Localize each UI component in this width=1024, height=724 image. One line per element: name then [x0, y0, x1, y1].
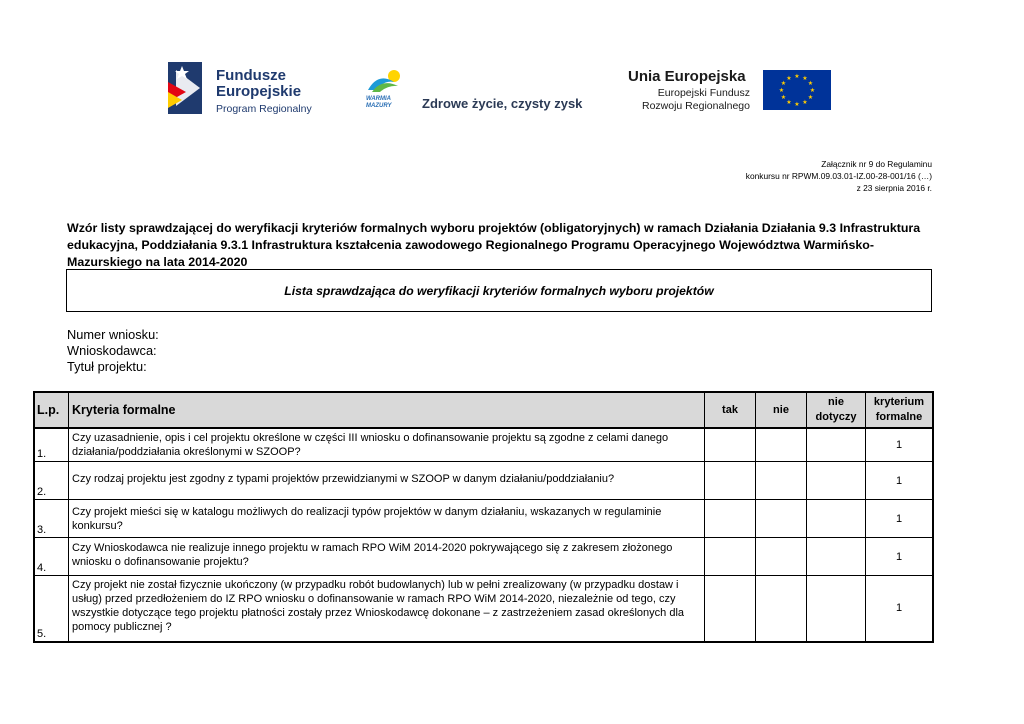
- ue-line2: Europejski Fundusz: [657, 87, 750, 99]
- header-tak: tak: [705, 392, 756, 428]
- svg-text:★: ★: [807, 94, 814, 101]
- row-tak-cell[interactable]: [705, 428, 756, 462]
- row-nie-cell[interactable]: [756, 500, 807, 538]
- row-tak-cell[interactable]: [705, 538, 756, 576]
- row-lp: 3.: [34, 500, 69, 538]
- row-nie-cell[interactable]: [756, 538, 807, 576]
- warmia-mazury-icon: [364, 68, 408, 96]
- list-title-box: [66, 269, 932, 312]
- svg-text:★: ★: [802, 99, 808, 106]
- svg-text:★: ★: [786, 75, 792, 82]
- row-criterion: Czy projekt mieści się w katalogu możliwych do realizacji typów projektów w danym działaniu, wskazanych w regulaminie konkursu?: [69, 500, 705, 538]
- row-kryterium-value: 1: [866, 576, 934, 642]
- fe-line3: Program Regionalny: [216, 103, 312, 115]
- wm-small-text: [366, 96, 392, 110]
- wm-small1: WARMIA: [366, 96, 391, 102]
- header-nie-dotyczy: [807, 392, 866, 428]
- row-tak-cell[interactable]: [705, 500, 756, 538]
- warmia-mazury-logo: [364, 68, 604, 118]
- svg-text:★: ★: [802, 75, 808, 82]
- row-lp: 1.: [34, 428, 69, 462]
- header-kryterium-formalne: [866, 392, 934, 428]
- row-kryterium-value: 1: [866, 462, 934, 500]
- svg-text:★: ★: [807, 80, 814, 87]
- row-nie-cell[interactable]: [756, 462, 807, 500]
- header-kf-line2: formalne: [875, 411, 923, 423]
- row-kryterium-value: 1: [866, 428, 934, 462]
- row-nie-cell[interactable]: [756, 428, 807, 462]
- document-title: Wzór listy sprawdzającej do weryfikacji kryteriów formalnych wyboru projektów (obligatoryjnych) w ramach Działania Działania 9.3 Infrastruktura edukacyjna, Poddziałania 9.3.1 Infrastruktura kształcenia zawodowego Regionalnego Programu Operacyjnego Województwa Warmińsko-Mazurskiego na lata 2014-2020: [67, 221, 921, 269]
- header-nie: nie: [756, 392, 807, 428]
- table-row: [34, 500, 933, 538]
- svg-text:★: ★: [794, 73, 800, 80]
- eu-flag-icon: [763, 70, 831, 110]
- row-criterion: Czy rodzaj projektu jest zgodny z typami projektów przewidzianymi w SZOOP w danym działaniu/poddziałaniu?: [69, 462, 705, 500]
- row-criterion: Czy Wnioskodawca nie realizuje innego projektu w ramach RPO WiM 2014-2020 pokrywającego się z zakresem złożonego wniosku o dofinansowanie projektu?: [69, 538, 705, 576]
- row-criterion: Czy projekt nie został fizycznie ukończony (w przypadku robót budowlanych) lub w pełni zrealizowany (w przypadku dostaw i usług) przed przedłożeniem do IZ RPO wniosku o dofinansowanie w ramach RPO WiM 2014-2020, niezależnie od tego, czy wszystkie dotyczące tego projektu płatności zostały przez Wnioskodawcę dokonane – z zastrzeżeniem zasad określonych dla pomocy publicznej ?: [69, 576, 705, 642]
- row-nie-cell[interactable]: [756, 576, 807, 642]
- fe-logo-text: [216, 68, 312, 115]
- row-criterion: Czy uzasadnienie, opis i cel projektu określone w części III wniosku o dofinansowanie projektu są zgodne z celami danego działania/poddziałania określonymi w SZOOP?: [69, 428, 705, 462]
- annex-line2: konkursu nr RPWM.09.03.01-IZ.00-28-001/16 (…): [745, 171, 932, 181]
- svg-text:★: ★: [809, 87, 816, 94]
- annex-note: [746, 158, 932, 194]
- row-lp: 2.: [34, 462, 69, 500]
- row-lp: 4.: [34, 538, 69, 576]
- list-title: Lista sprawdzająca do weryfikacji kryteriów formalnych wyboru projektów: [284, 283, 714, 298]
- annex-line1: Załącznik nr 9 do Regulaminu: [821, 159, 932, 169]
- row-nie-dotyczy-cell[interactable]: [807, 538, 866, 576]
- applicant-label: Wnioskodawca:: [67, 343, 157, 358]
- fundusze-europejskie-logo: [168, 62, 328, 118]
- row-lp: 5.: [34, 576, 69, 642]
- application-number-label: Numer wniosku:: [67, 327, 159, 342]
- row-kryterium-value: 1: [866, 538, 934, 576]
- row-nie-dotyczy-cell[interactable]: [807, 576, 866, 642]
- ue-line3: Rozwoju Regionalnego: [642, 100, 750, 112]
- unia-europejska-logo: [626, 66, 836, 116]
- row-tak-cell[interactable]: [705, 462, 756, 500]
- svg-text:★: ★: [786, 99, 792, 106]
- svg-text:★: ★: [778, 87, 785, 94]
- table-row: [34, 428, 933, 462]
- svg-text:★: ★: [780, 94, 787, 101]
- header-nd-line1: nie: [828, 396, 844, 408]
- table-row: [34, 462, 933, 500]
- fe-line1: Fundusze: [216, 67, 286, 84]
- wm-slogan: Zdrowe życie, czysty zysk: [422, 96, 583, 111]
- criteria-table: [33, 391, 934, 643]
- row-tak-cell[interactable]: [705, 576, 756, 642]
- project-title-label: Tytuł projektu:: [67, 359, 147, 374]
- row-nie-dotyczy-cell[interactable]: [807, 428, 866, 462]
- fe-line2: Europejskie: [216, 83, 302, 100]
- application-meta: [67, 327, 159, 375]
- svg-text:★: ★: [780, 80, 787, 87]
- logos-header: [0, 56, 1024, 126]
- row-kryterium-value: 1: [866, 500, 934, 538]
- table-row: [34, 538, 933, 576]
- table-row: [34, 576, 933, 642]
- header-kf-line1: kryterium: [873, 396, 925, 408]
- fe-flag-icon: [168, 62, 208, 114]
- ue-line1: Unia Europejska: [628, 68, 746, 85]
- row-nie-dotyczy-cell[interactable]: [807, 500, 866, 538]
- header-criteria: Kryteria formalne: [69, 392, 705, 428]
- wm-small2: MAZURY: [366, 103, 392, 109]
- header-lp: L.p.: [34, 392, 69, 428]
- svg-text:★: ★: [794, 101, 800, 108]
- row-nie-dotyczy-cell[interactable]: [807, 462, 866, 500]
- annex-line3: z 23 sierpnia 2016 r.: [856, 183, 932, 193]
- header-nd-line2: dotyczy: [815, 411, 857, 423]
- table-header-row: [34, 392, 933, 428]
